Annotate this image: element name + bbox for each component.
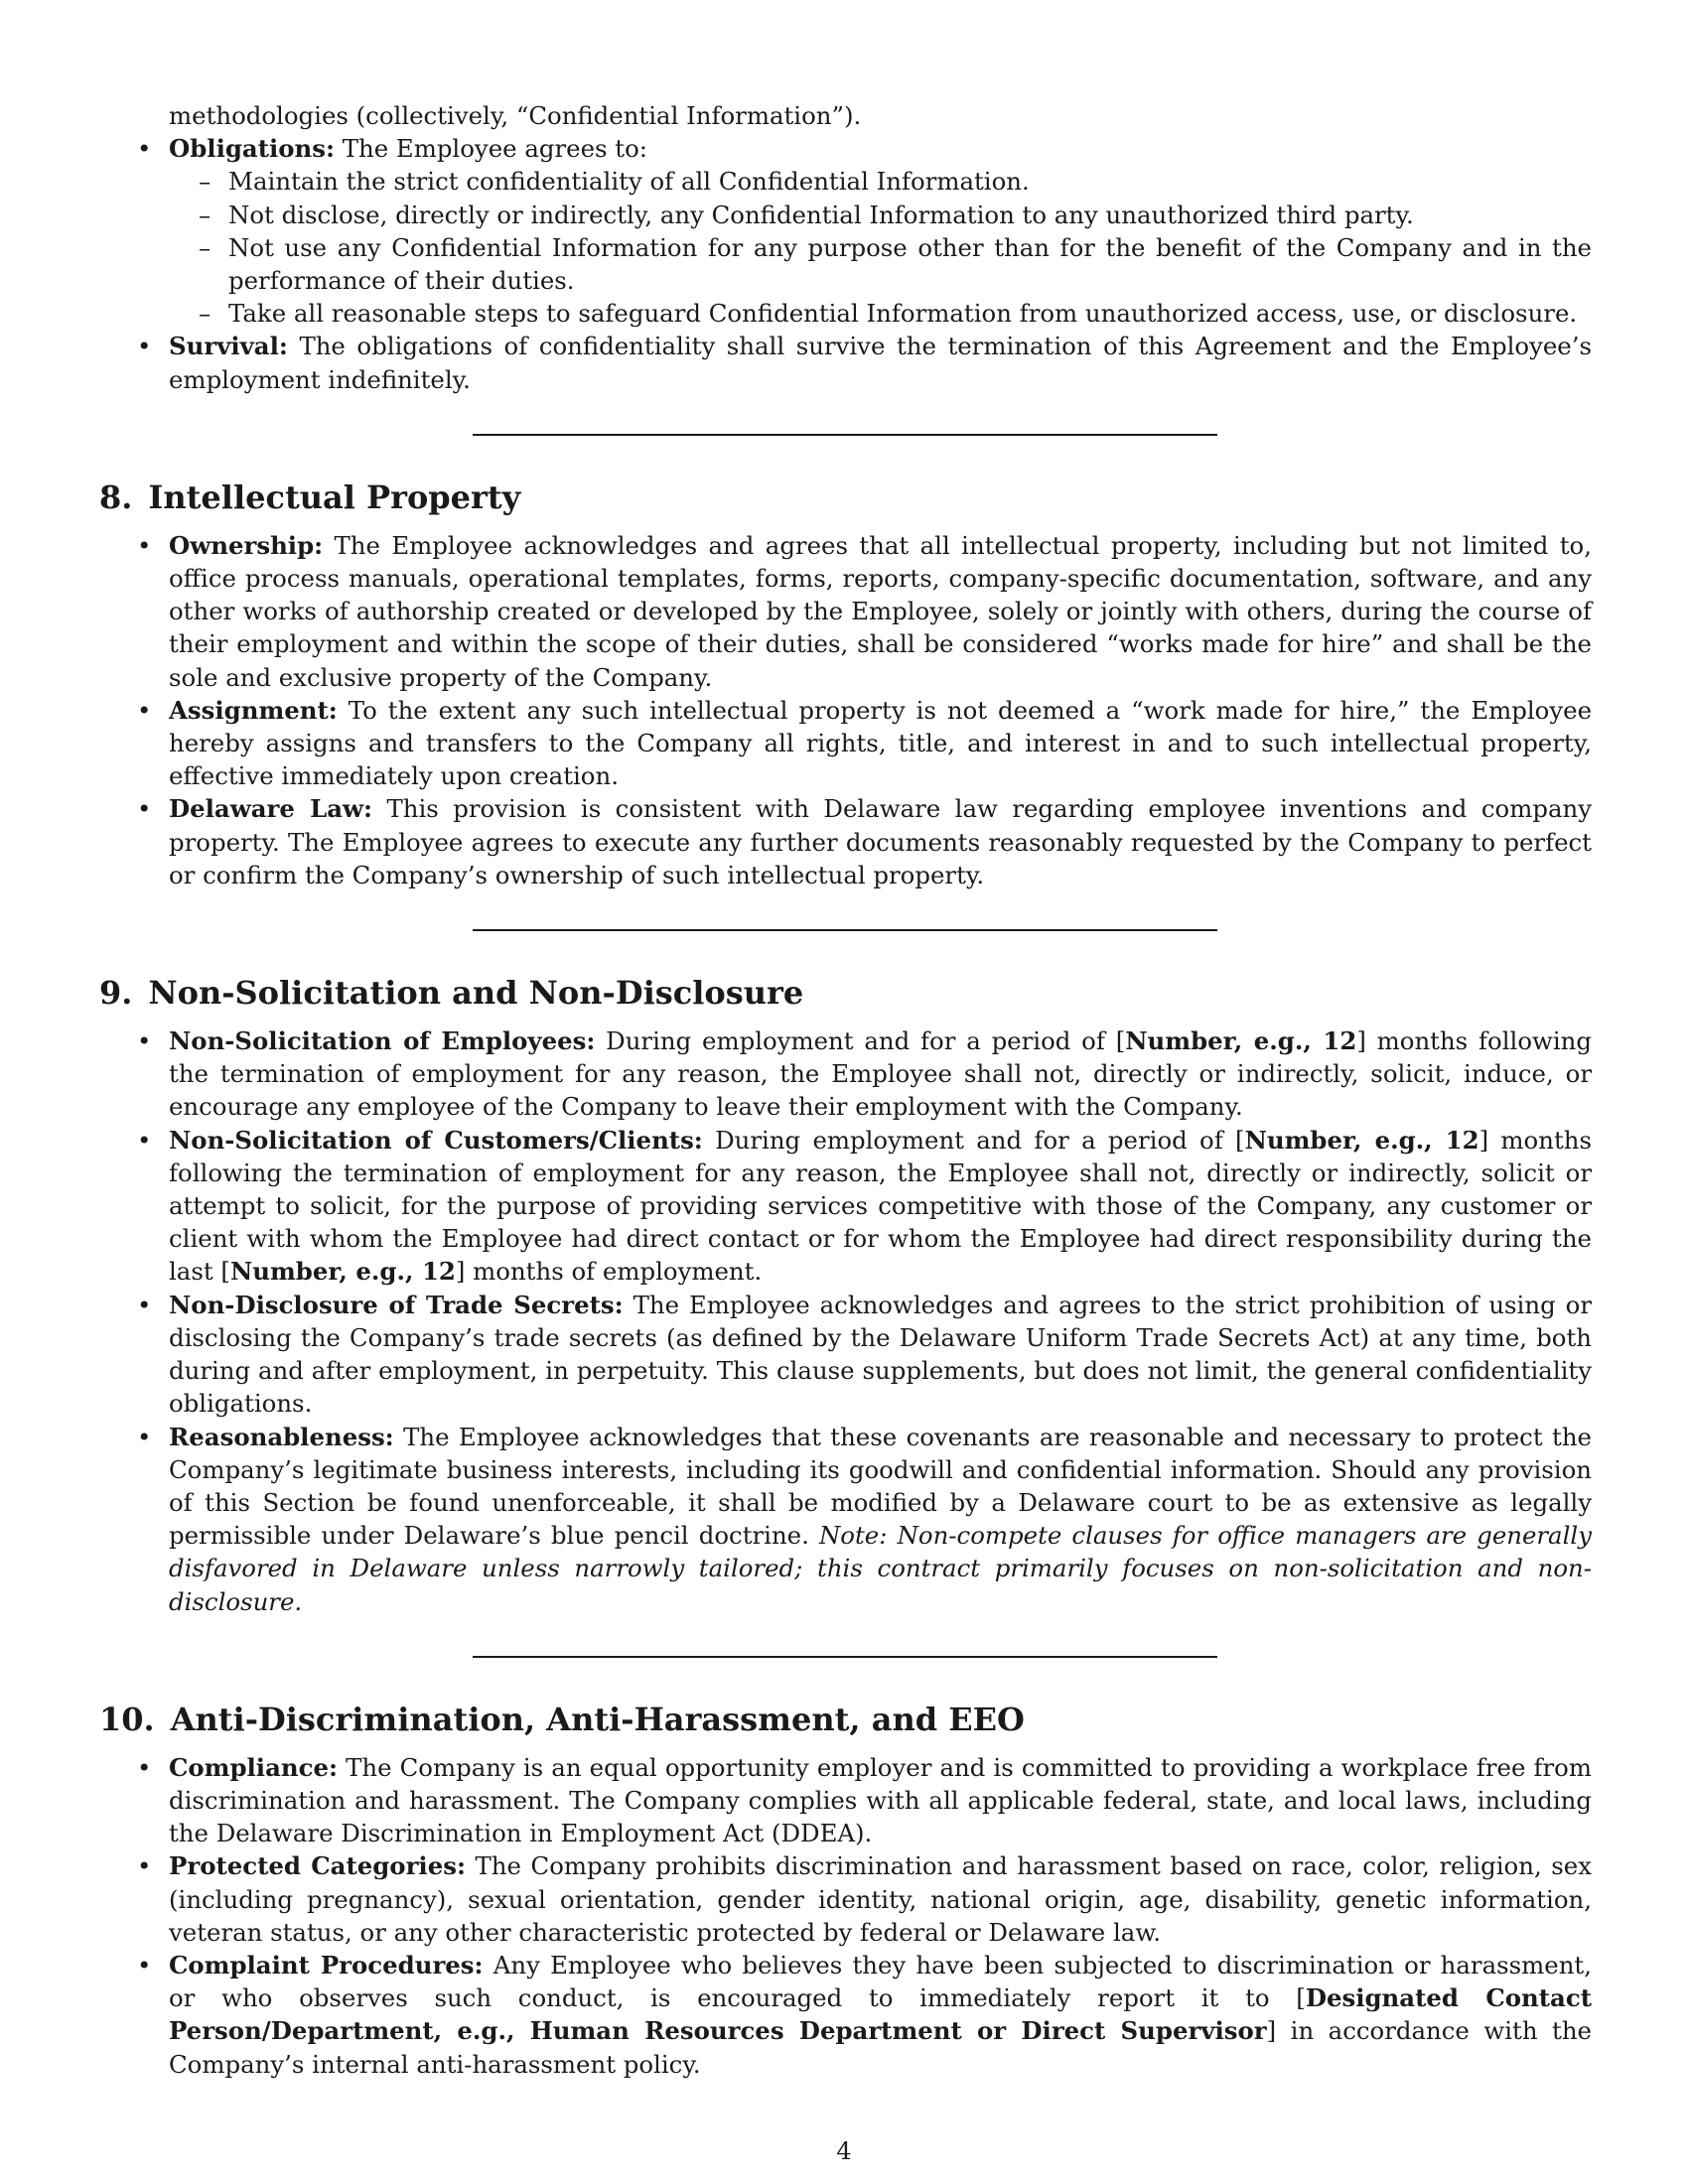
bullet-text: The Company is an equal opportunity employer and is committed to providing a workplace free from discrimination and harassment. The Company complies with all applicable federal, state, and local laws, including the Delaware Discrimination in Employment Act (DDEA). (169, 1752, 1592, 1848)
bullet-text: ] in accordance with the Company’s internal anti-harassment policy. (169, 2016, 1592, 2079)
list-item (99, 132, 1592, 330)
section-divider (473, 434, 1217, 436)
bullet-label: Complaint Procedures: (169, 1950, 484, 1979)
bullet-label: Protected Categories: (169, 1851, 466, 1881)
list-item (99, 1849, 1592, 1949)
bullet-text: To the extent any such intellectual property is not deemed a “work made for hire,” the Employee hereby assigns and transfers to the Company all rights, title, and interest in and to such intellectual property, effective immediately upon creation. (169, 695, 1592, 791)
bullet-text: The Company prohibits discrimination and harassment based on race, color, religion, sex (including pregnancy), sexual orientation, gender identity, national origin, age, disability, genetic information, veteran status, or any other characteristic protected by federal or Delaware law. (169, 1851, 1592, 1947)
bullet-text: The Employee agrees to: (334, 134, 647, 164)
section-10-list (99, 1751, 1592, 2081)
sub-list-item: – Maintain the strict confidentiality of all Confidential Information. (169, 165, 1592, 198)
page-number: 4 (836, 2137, 852, 2165)
bullet-label: Survival: (169, 332, 288, 361)
bullet-label: Compliance: (169, 1752, 338, 1782)
bullet-label: Obligations: (169, 134, 335, 164)
list-item (99, 1751, 1592, 1850)
continuation-line: methodologies (collectively, “Confidential Information”). (169, 101, 862, 130)
bullet-label: Reasonableness: (169, 1422, 394, 1451)
list-item (99, 694, 1592, 793)
bullet-label: Non-Disclosure of Trade Secrets: (169, 1290, 624, 1319)
list-item (99, 1289, 1592, 1421)
italic-note: Note: Non-compete clauses for office managers are generally disfavored in Delaware unless narrowly tailored; this contract primarily focuses on non-solicitation and non-disclosure. (169, 1521, 1592, 1616)
bullet-text: ] months following the termination of employment for any reason, the Employee shall not, directly or indirectly, solicit, induce, or encourage any employee of the Company to leave their employment with the Company. (169, 1026, 1592, 1122)
bullet-text: During employment and for a period of [ (595, 1026, 1126, 1056)
bullet-label: Assignment: (169, 695, 338, 725)
placeholder-text: Number, e.g., 12 (229, 1257, 456, 1287)
section-divider (473, 1656, 1217, 1658)
bullet-label: Non-Solicitation of Employees: (169, 1026, 596, 1056)
section-7-continuation (99, 99, 1592, 396)
bullet-text: Any Employee who believes they have been subjected to discrimination or harassment, or who observes such conduct, is encouraged to immediately report it to [ (169, 1950, 1592, 2013)
sub-list-item: – Take all reasonable steps to safeguard Confidential Information from unauthorized access, use, or disclosure. (169, 297, 1592, 330)
bullet-label: Delaware Law: (169, 794, 373, 824)
obligations-sublist (169, 165, 1592, 330)
list-item (99, 529, 1592, 694)
bullet-text: The obligations of confidentiality shall survive the termination of this Agreement and the Employee’s employment indefinitely. (169, 332, 1592, 394)
section-divider (473, 929, 1217, 931)
bullet-label: Ownership: (169, 530, 324, 560)
document-page (99, 99, 1592, 2081)
list-item (99, 1124, 1592, 1289)
placeholder-text: Designated Contact Person/Department, e.g., Human Resources Department or Direct Supervisor (169, 1983, 1592, 2046)
section-8-list (99, 529, 1592, 891)
bullet-text: During employment and for a period of [ (702, 1125, 1245, 1155)
placeholder-text: Number, e.g., 12 (1125, 1026, 1357, 1056)
section-heading: 10. Anti-Discrimination, Anti-Harassment, and EEO (99, 1700, 1025, 1738)
bullet-text: This provision is consistent with Delaware law regarding employee inventions and company property. The Employee agrees to execute any further documents reasonably requested by the Company to perfect or confirm the Company’s ownership of such intellectual property. (169, 794, 1592, 889)
placeholder-text: Number, e.g., 12 (1244, 1125, 1479, 1155)
sub-list-item: – Not use any Confidential Information for any purpose other than for the benefit of the Company and in the performance of their duties. (169, 231, 1592, 297)
sub-list-item: – Not disclose, directly or indirectly, any Confidential Information to any unauthorized third party. (169, 199, 1592, 231)
list-item (99, 1949, 1592, 2081)
list-item (99, 1024, 1592, 1124)
bullet-text: ] months of employment. (455, 1257, 763, 1287)
bullet-text: The Employee acknowledges and agrees that all intellectual property, including but not limited to, office process manuals, operational templates, forms, reports, company-specific documentation, software, and any other works of authorship created or developed by the Employee, solely or jointly with others, during the course of their employment and within the scope of their duties, shall be considered “works made for hire” and shall be the sole and exclusive property of the Company. (169, 530, 1592, 692)
bullet-label: Non-Solicitation of Customers/Clients: (169, 1125, 703, 1155)
confidentiality-list (99, 132, 1592, 396)
list-item (99, 1421, 1592, 1618)
bullet-text: The Employee acknowledges that these covenants are reasonable and necessary to protect the Company’s legitimate business interests, including its goodwill and confidential information. Should any provision of this Section be found unenforceable, it shall be modified by a Delaware court to be as extensive as legally permissible under Delaware’s blue pencil doctrine. (169, 1422, 1592, 1551)
section-9-list (99, 1024, 1592, 1618)
list-item (99, 792, 1592, 891)
bullet-text: ] months following the termination of employment for any reason, the Employee shall not, directly or indirectly, solicit or attempt to solicit, for the purpose of providing services competitive with those of the Company, any customer or client with whom the Employee had direct contact or for whom the Employee had direct responsibility during the last [ (169, 1125, 1592, 1287)
section-heading: 9. Non-Solicitation and Non-Disclosure (99, 974, 804, 1013)
section-heading: 8. Intellectual Property (99, 478, 521, 516)
bullet-text: The Employee acknowledges and agrees to the strict prohibition of using or disclosing the Company’s trade secrets (as defined by the Delaware Uniform Trade Secrets Act) at any time, both during and after employment, in perpetuity. This clause supplements, but does not limit, the general confidentiality obligations. (169, 1290, 1592, 1419)
list-item (99, 330, 1592, 395)
